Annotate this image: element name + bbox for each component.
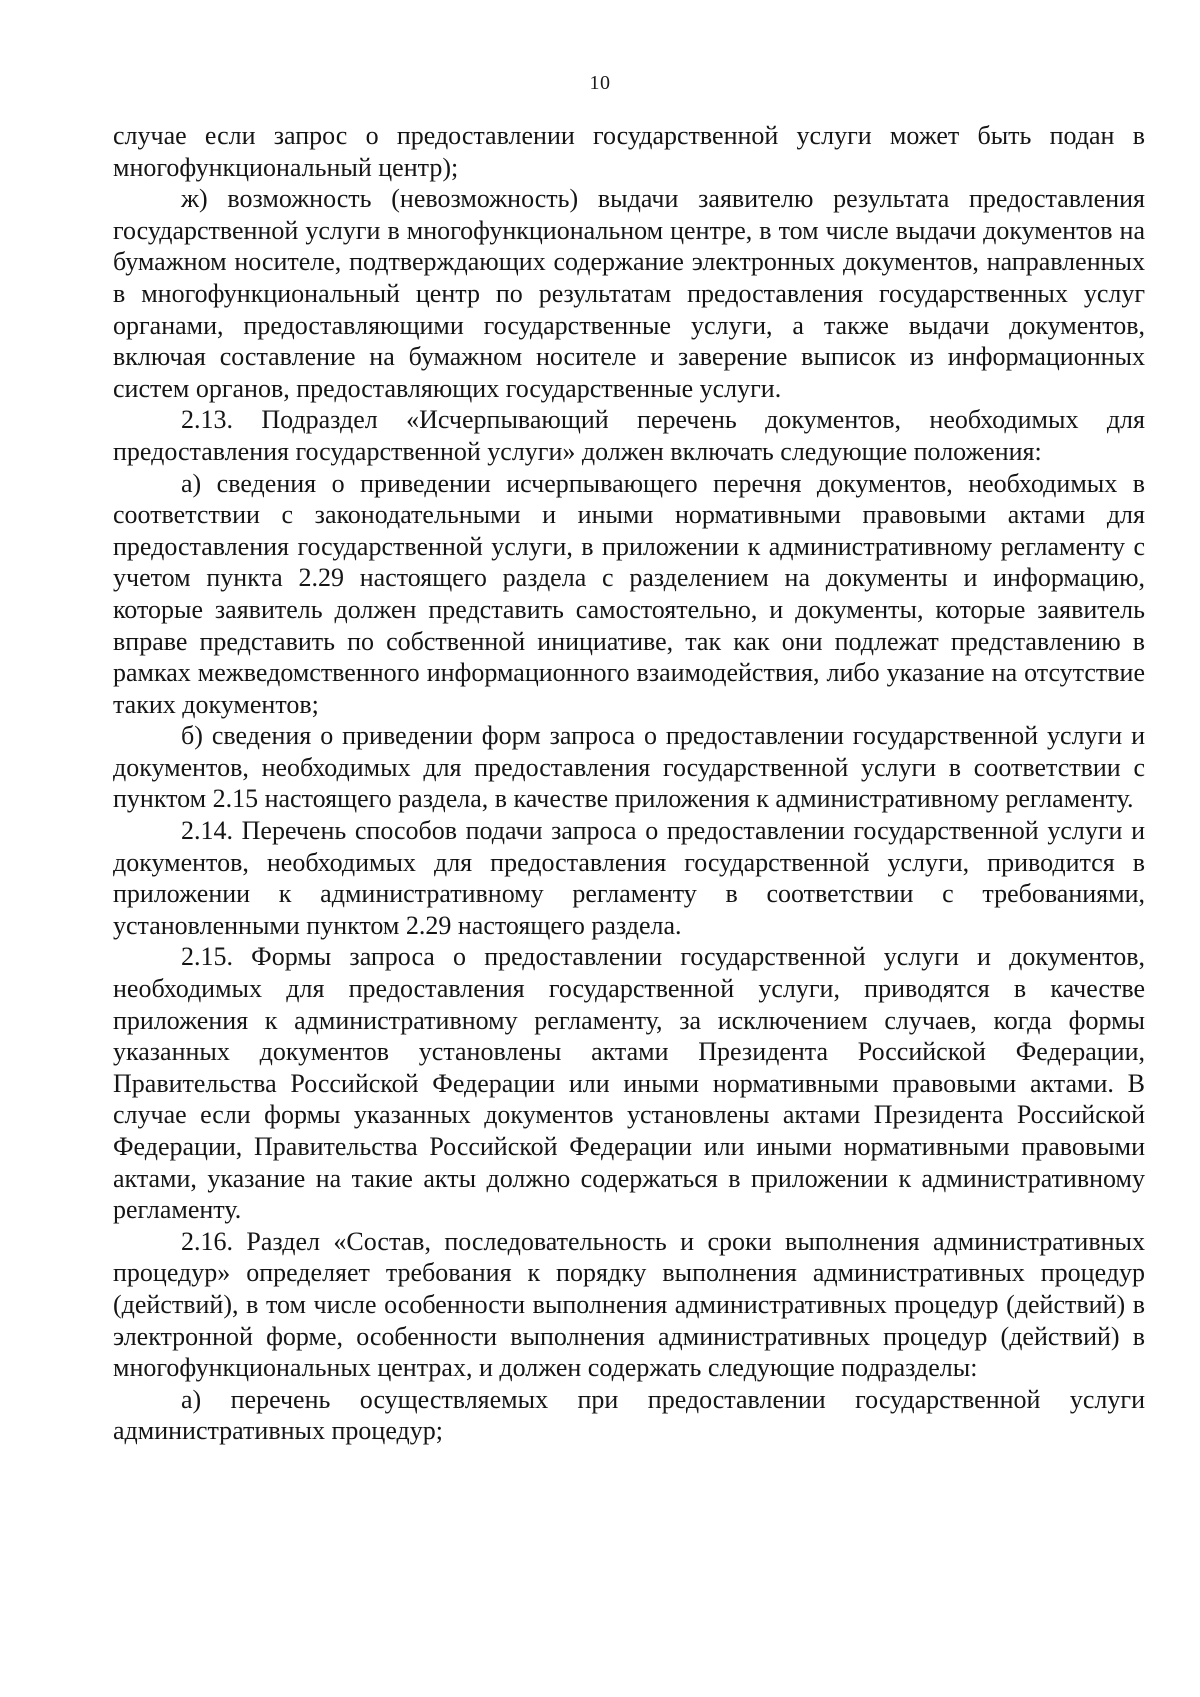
paragraph-2-13-b: б) сведения о приведении форм запроса о предоставлении государственной услуги и документов, необходимых для предоставления государственной услуги в соответствии с пунктом 2.15 настоящего раздела, в качестве приложения к административному регламенту. (113, 721, 1145, 814)
paragraph-item-zh: ж) возможность (невозможность) выдачи заявителю результата предоставления государственной услуги в многофункциональном центре, в том числе выдачи документов на бумажном носителе, подтверждающих содержание электронных документов, направленных в многофункциональный центр по результатам предоставления государственных услуг органами, предоставляющими государственные услуги, а также выдачи документов, включая составление на бумажном носителе и заверение выписок из информационных систем органов, предоставляющих государственные услуги. (113, 184, 1145, 403)
page-number: 10 (589, 72, 611, 94)
paragraph-2-16-a: а) перечень осуществляемых при предоставлении государственной услуги административных процедур; (113, 1384, 1145, 1446)
paragraph-2-13-a: а) сведения о приведении исчерпывающего перечня документов, необходимых в соответствии с законодательными и иными нормативными правовыми актами для предоставления государственной услуги, в приложении к административному регламенту с учетом пункта 2.29 настоящего раздела с разделением на документы и информацию, которые заявитель должен представить самостоятельно, и документы, которые заявитель вправе представить по собственной инициативе, так как они подлежат представлению в рамках межведомственного информационного взаимодействия, либо указание на отсутствие таких документов; (113, 468, 1145, 719)
paragraph-2-15: 2.15. Формы запроса о предоставлении государственной услуги и документов, необходимых для предоставления государственной услуги, приводятся в качестве приложения к административному регламенту, за исключением случаев, когда формы указанных документов установлены актами Президента Российской Федерации, Правительства Российской Федерации или иными нормативными правовыми актами. В случае если формы указанных документов установлены актами Президента Российской Федерации, Правительства Российской Федерации или иными нормативными правовыми актами, указание на такие акты должно содержаться в приложении к административному регламенту. (113, 942, 1145, 1225)
paragraph-2-14: 2.14. Перечень способов подачи запроса о предоставлении государственной услуги и документов, необходимых для предоставления государственной услуги, приводится в приложении к административному регламенту в соответствии с требованиями, установленными пунктом 2.29 настоящего раздела. (113, 816, 1145, 940)
paragraph-continuation: случае если запрос о предоставлении государственной услуги может быть подан в многофункциональный центр); (113, 121, 1145, 182)
paragraph-2-13: 2.13. Подраздел «Исчерпывающий перечень документов, необходимых для предоставления государственной услуги» должен включать следующие положения: (113, 405, 1145, 466)
body-text (113, 120, 1145, 1447)
paragraph-2-16: 2.16. Раздел «Состав, последовательность и сроки выполнения административных процедур» определяет требования к порядку выполнения административных процедур (действий), в том числе особенности выполнения административных процедур (действий) в электронной форме, особенности выполнения административных процедур (действий) в многофункциональных центрах, и должен содержать следующие подразделы: (113, 1226, 1145, 1383)
